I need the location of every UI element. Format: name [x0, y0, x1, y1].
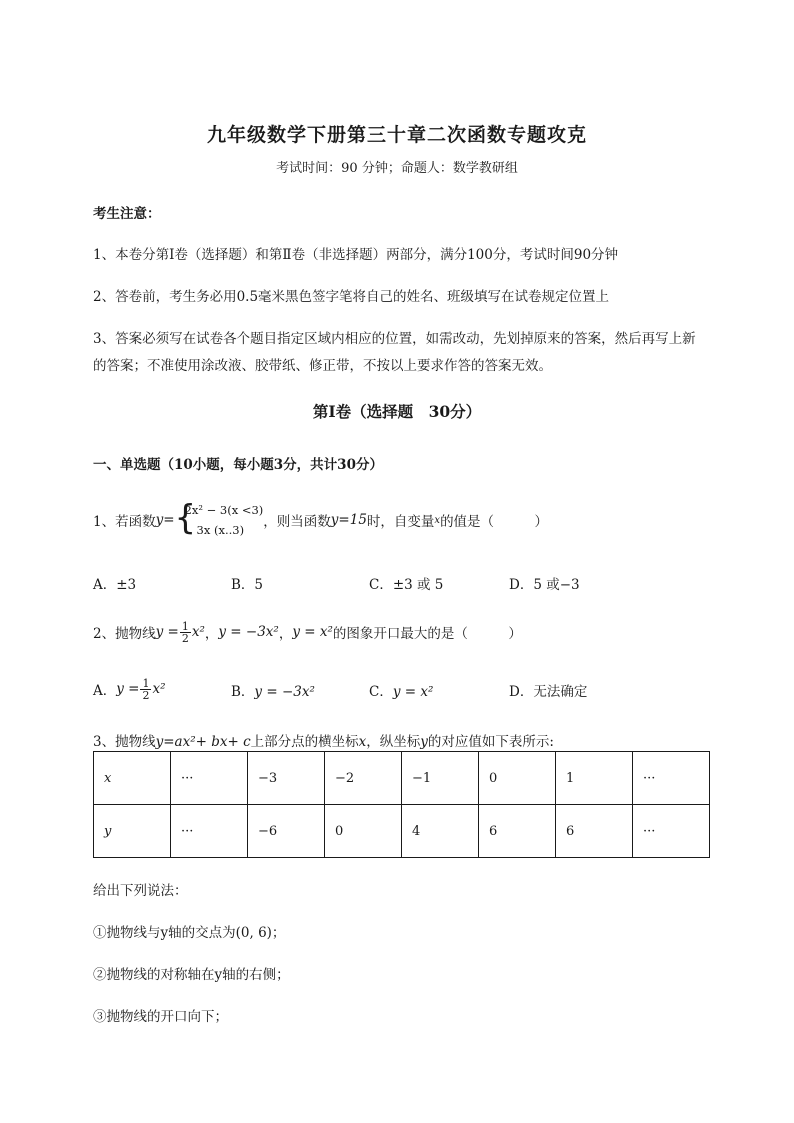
q1-piecewise [175, 500, 264, 540]
q2-sep-1: ， [204, 626, 219, 642]
q2-option-a [93, 671, 166, 707]
q2-frac-den: 2 [181, 631, 189, 645]
q1-prefix: 1、若函数 [93, 514, 156, 530]
value-table [93, 751, 710, 858]
q3-statement-3: ③抛物线的开口向下； [93, 1009, 228, 1025]
q2-opt-a-lhs: y = [116, 681, 140, 697]
q3-statement-1: ①抛物线与y轴的交点为(0, 6)； [93, 925, 286, 941]
q3-given: 给出下列说法： [93, 883, 188, 899]
table-cell: −1 [402, 752, 479, 805]
q2-lhs: y = [155, 624, 179, 640]
question-2 [93, 614, 522, 650]
table-row [94, 752, 710, 805]
page-title: 九年级数学下册第三十章二次函数专题攻克 [206, 124, 587, 146]
notice-item-3: 3、答案必须写在试卷各个题目指定区域内相应的位置，如需改动，先划掉原来的答案，然后再写上新 [93, 331, 696, 347]
q1-option-b: B．5 [231, 577, 264, 593]
table-cell: x [94, 752, 171, 805]
table-cell: 0 [479, 752, 556, 805]
q1-middle: ，则当函数 [263, 514, 331, 530]
section-title: 第Ⅰ卷（选择题 30分） [312, 402, 482, 421]
q3-suffix: 的对应值如下表所示: [427, 734, 554, 750]
q3-prefix: 3、抛物线 [93, 734, 156, 750]
table-cell: ··· [633, 752, 710, 805]
brace-icon: { [174, 498, 197, 538]
q1-suffix: 的值是（ ） [440, 514, 549, 530]
table-cell: ··· [633, 805, 710, 858]
q1-option-d: D．5 或−3 [509, 577, 580, 593]
q1-y: y [155, 512, 164, 528]
table-cell: 4 [402, 805, 479, 858]
q3-y: y [420, 734, 428, 750]
q1-option-c: C．±3 或 5 [369, 577, 444, 593]
q2-eq-2: y = −3x² [218, 624, 279, 640]
table-row [94, 805, 710, 858]
q1-cond: y=15 [330, 512, 367, 528]
table-cell: ··· [171, 752, 248, 805]
q3-x: x [358, 734, 367, 750]
q3-mid-2: ，纵坐标 [366, 734, 421, 750]
q2-opt-a-label: A． [93, 683, 117, 699]
q2-opt-b-eq: y = −3x² [254, 684, 315, 700]
q2-opt-a-den: 2 [142, 688, 150, 702]
q2-suffix: 的图象开口最大的是（ ） [332, 626, 522, 642]
q2-opt-a-fraction [140, 678, 151, 701]
q2-frac-num: 1 [181, 619, 189, 633]
q2-opt-c-label: C． [369, 684, 393, 700]
q2-x2: x² [191, 624, 205, 640]
notice-heading: 考生注意： [93, 206, 161, 222]
table-cell: y [94, 805, 171, 858]
q1-eq: = [163, 512, 175, 528]
notice-item-2: 2、答卷前，考生务必用0.5毫米黑色签字笔将自己的姓名、班级填写在试卷规定位置上 [93, 289, 610, 305]
table-cell: −3 [248, 752, 325, 805]
q1-option-a: A．±3 [93, 577, 137, 593]
q2-opt-a-num: 1 [142, 676, 150, 690]
question-3 [93, 730, 554, 750]
q2-opt-b-label: B． [231, 684, 255, 700]
q3-eq: y=ax²+ bx+ c [155, 734, 251, 750]
q2-sep-2: ， [278, 626, 293, 642]
q1-after: 时，自变量 [366, 514, 435, 530]
q2-opt-c-eq: y = x² [392, 684, 434, 700]
q2-option-d: D．无法确定 [509, 684, 588, 700]
q1-x: x [434, 514, 441, 526]
q2-fraction [180, 621, 191, 644]
table-cell: −2 [325, 752, 402, 805]
q2-prefix: 2、抛物线 [93, 626, 156, 642]
table-cell: 1 [556, 752, 633, 805]
notice-item-1: 1、本卷分第Ⅰ卷（选择题）和第Ⅱ卷（非选择题）两部分，满分100分，考试时间90分钟 [93, 247, 619, 263]
question-1 [93, 497, 548, 543]
q2-eq-3: y = x² [292, 624, 333, 640]
table-cell: 6 [479, 805, 556, 858]
q2-opt-a-x2: x² [152, 681, 166, 697]
exam-info: 考试时间：90 分钟；命题人：数学教研组 [276, 161, 518, 176]
q1-case-2: 3x (x..3) [196, 523, 245, 537]
table-cell: ··· [171, 805, 248, 858]
q1-case-1: 2x² − 3(x <3) [184, 503, 264, 517]
part-heading: 一、单选题（10小题，每小题3分，共计30分） [93, 457, 383, 473]
table-cell: 6 [556, 805, 633, 858]
q3-mid-1: 上部分点的横坐标 [250, 734, 359, 750]
q3-statement-2: ②抛物线的对称轴在y轴的右侧； [93, 967, 290, 983]
notice-item-3-cont: 的答案；不准使用涂改液、胶带纸、修正带，不按以上要求作答的答案无效。 [93, 358, 552, 374]
q2-option-c [369, 680, 433, 700]
table-cell: 0 [325, 805, 402, 858]
table-cell: −6 [248, 805, 325, 858]
q2-option-b [231, 680, 315, 700]
